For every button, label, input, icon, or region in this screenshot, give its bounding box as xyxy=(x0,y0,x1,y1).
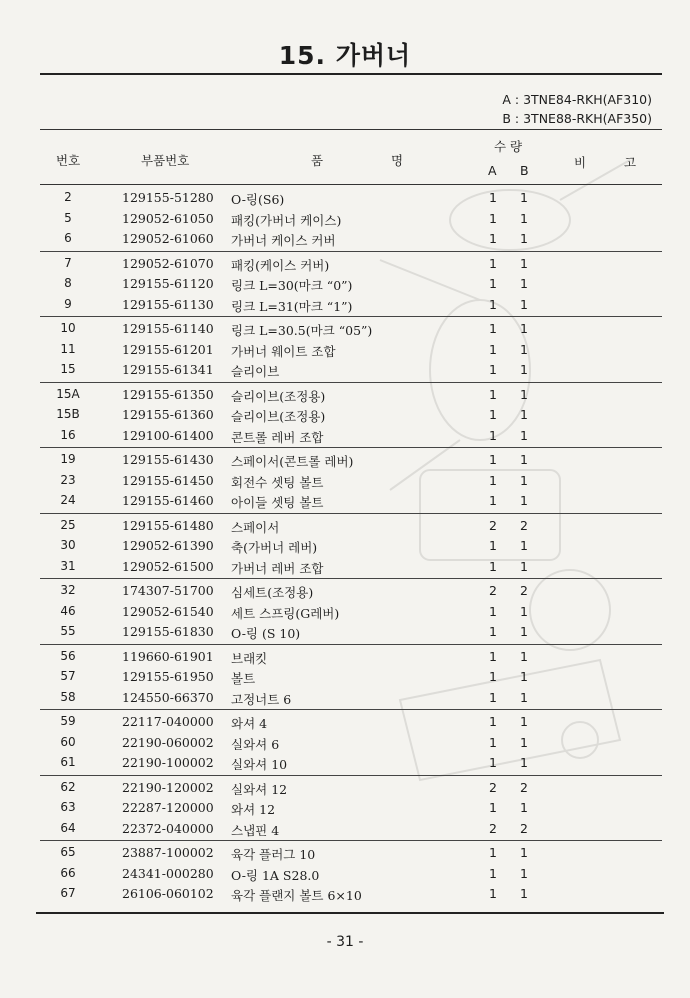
row-part-number: 119660-61901 xyxy=(122,648,214,664)
row-part-name: 슬리이브 xyxy=(231,364,280,379)
table-row xyxy=(0,624,690,644)
table-row xyxy=(0,452,690,472)
row-part-number: 23887-100002 xyxy=(122,845,214,860)
row-number: 63 xyxy=(60,800,76,814)
row-part-number: 129155-61460 xyxy=(122,493,214,508)
row-qty-b: 1 xyxy=(520,231,528,246)
header-name-char-2: 명 xyxy=(391,153,404,168)
table-row xyxy=(0,649,690,669)
row-part-name: 콘트롤 레버 조합 xyxy=(231,429,324,445)
row-qty-b: 1 xyxy=(520,452,528,467)
row-qty-b: 1 xyxy=(520,210,528,226)
row-part-number: 22117-040000 xyxy=(122,714,214,729)
row-number: 23 xyxy=(60,472,76,487)
group-divider xyxy=(40,447,662,448)
row-part-name: 실와셔 12 xyxy=(231,781,288,797)
row-qty-a: 1 xyxy=(489,886,497,901)
row-part-number: 129155-61120 xyxy=(122,276,214,291)
row-qty-b: 2 xyxy=(520,517,528,533)
row-qty-a: 1 xyxy=(489,603,497,619)
row-qty-b: 1 xyxy=(520,755,528,770)
table-row xyxy=(0,190,690,210)
row-qty-b: 1 xyxy=(520,714,528,729)
row-qty-a: 1 xyxy=(489,427,497,443)
row-part-name: 회전수 셋팅 볼트 xyxy=(231,474,324,490)
row-part-number: 124550-66370 xyxy=(122,689,214,705)
row-part-name: 가버너 레버 조합 xyxy=(231,560,324,576)
row-part-number: 129155-61430 xyxy=(122,452,214,467)
row-number: 56 xyxy=(60,648,76,663)
row-qty-b: 1 xyxy=(520,886,528,901)
row-number: 9 xyxy=(64,296,72,311)
row-part-number: 129155-61450 xyxy=(122,472,214,488)
row-number: 25 xyxy=(60,517,76,532)
row-part-name: 축(가버너 레버) xyxy=(231,540,318,555)
row-part-name: 육각 플러그 10 xyxy=(231,847,316,862)
row-qty-b: 1 xyxy=(520,689,528,705)
table-top-rule xyxy=(40,129,662,130)
row-qty-b: 1 xyxy=(520,362,528,377)
row-number: 24 xyxy=(60,493,76,507)
header-name-char-1: 품 xyxy=(311,153,324,168)
row-number: 30 xyxy=(60,538,76,552)
title-divider xyxy=(40,73,662,75)
table-row xyxy=(0,538,690,558)
row-qty-b: 2 xyxy=(520,583,528,598)
row-number: 58 xyxy=(60,689,76,704)
table-row xyxy=(0,800,690,820)
row-part-number: 22372-040000 xyxy=(122,820,214,836)
row-number: 64 xyxy=(60,820,76,835)
row-part-name: 심세트(조정용) xyxy=(231,585,314,600)
row-part-name: 아이들 셋팅 볼트 xyxy=(231,495,324,510)
row-part-name: 가버너 웨이트 조합 xyxy=(231,343,336,359)
row-number: 7 xyxy=(64,255,72,270)
row-part-number: 129155-61360 xyxy=(122,407,214,422)
row-qty-a: 1 xyxy=(489,558,497,574)
row-qty-b: 1 xyxy=(520,865,528,881)
row-part-name: O-링 (S 10) xyxy=(231,626,301,641)
header-remarks-char-1: 비 xyxy=(574,155,587,170)
row-qty-b: 1 xyxy=(520,538,528,553)
row-part-name: 실와셔 10 xyxy=(231,757,288,772)
table-row xyxy=(0,321,690,341)
row-part-name: 스페이서(콘트롤 레버) xyxy=(231,454,354,469)
row-qty-a: 1 xyxy=(489,493,497,508)
row-part-name: 와셔 12 xyxy=(231,802,276,817)
table-row xyxy=(0,211,690,231)
row-qty-a: 1 xyxy=(489,800,497,815)
row-qty-a: 2 xyxy=(489,820,497,836)
row-part-name: O-링(S6) xyxy=(231,192,285,207)
row-qty-b: 1 xyxy=(520,321,528,336)
row-qty-b: 1 xyxy=(520,296,528,312)
row-part-number: 24341-000280 xyxy=(122,865,214,881)
row-number: 67 xyxy=(60,886,76,900)
row-part-number: 129052-61390 xyxy=(122,538,214,553)
row-part-name: 스냅핀 4 xyxy=(231,822,280,838)
row-qty-b: 1 xyxy=(520,669,528,684)
row-number: 46 xyxy=(60,603,76,618)
table-row xyxy=(0,256,690,276)
row-qty-a: 2 xyxy=(489,517,497,533)
row-qty-b: 1 xyxy=(520,648,528,664)
table-row xyxy=(0,518,690,538)
row-qty-a: 1 xyxy=(489,276,497,291)
table-header-rule xyxy=(40,184,662,185)
row-qty-a: 1 xyxy=(489,231,497,246)
row-part-number: 129155-61130 xyxy=(122,296,214,312)
row-number: 62 xyxy=(60,779,76,794)
row-qty-a: 1 xyxy=(489,321,497,336)
group-divider xyxy=(40,840,662,841)
row-part-name: 슬리이브(조정용) xyxy=(231,409,326,424)
row-qty-b: 1 xyxy=(520,800,528,815)
group-divider xyxy=(40,316,662,317)
table-row xyxy=(0,866,690,886)
row-qty-b: 1 xyxy=(520,558,528,574)
row-part-number: 26106-060102 xyxy=(122,886,214,901)
header-remarks-char-2: 고 xyxy=(624,155,637,170)
table-row xyxy=(0,583,690,603)
row-part-name: 브래킷 xyxy=(231,650,268,666)
row-qty-b: 1 xyxy=(520,407,528,422)
row-part-number: 22287-120000 xyxy=(122,800,214,815)
group-divider xyxy=(40,709,662,710)
row-qty-a: 1 xyxy=(489,190,497,205)
row-part-name: 볼트 xyxy=(231,671,256,686)
group-divider xyxy=(40,513,662,514)
table-row xyxy=(0,297,690,317)
table-row xyxy=(0,886,690,906)
row-number: 31 xyxy=(60,558,76,573)
header-number: 번호 xyxy=(56,153,81,168)
row-part-number: 129155-61350 xyxy=(122,386,214,402)
row-number: 6 xyxy=(64,231,72,245)
row-qty-b: 1 xyxy=(520,386,528,402)
model-a-label: A : 3TNE84-RKH(AF310) xyxy=(502,92,652,107)
table-row xyxy=(0,362,690,382)
row-part-name: 실와셔 6 xyxy=(231,736,280,752)
row-part-name: 링크 L=31(마크 “1”) xyxy=(231,298,353,314)
row-part-number: 174307-51700 xyxy=(122,583,214,598)
row-part-number: 22190-100002 xyxy=(122,755,214,770)
row-part-number: 129052-61070 xyxy=(122,255,214,271)
row-qty-b: 1 xyxy=(520,190,528,205)
header-quantity: 수 량 xyxy=(494,139,523,154)
row-qty-a: 1 xyxy=(489,734,497,750)
row-qty-a: 1 xyxy=(489,362,497,377)
row-qty-a: 1 xyxy=(489,341,497,357)
row-part-number: 129155-61480 xyxy=(122,517,214,533)
table-row xyxy=(0,604,690,624)
row-qty-b: 1 xyxy=(520,276,528,291)
row-part-number: 129155-61341 xyxy=(122,362,214,377)
row-number: 59 xyxy=(60,714,76,728)
row-number: 32 xyxy=(60,583,76,597)
table-row xyxy=(0,669,690,689)
row-part-number: 129052-61540 xyxy=(122,603,214,619)
row-part-number: 22190-120002 xyxy=(122,779,214,795)
row-qty-a: 1 xyxy=(489,386,497,402)
row-part-name: 링크 L=30(마크 “0”) xyxy=(231,278,353,293)
row-part-number: 129052-61060 xyxy=(122,231,214,246)
row-qty-a: 1 xyxy=(489,865,497,881)
table-row xyxy=(0,493,690,513)
table-row xyxy=(0,342,690,362)
row-number: 55 xyxy=(60,624,76,638)
row-qty-b: 1 xyxy=(520,493,528,508)
row-part-name: 육각 플랜지 볼트 6×10 xyxy=(231,888,362,903)
header-part-number: 부품번호 xyxy=(141,153,190,168)
row-part-number: 129052-61500 xyxy=(122,558,214,574)
row-part-number: 129100-61400 xyxy=(122,427,214,443)
group-divider xyxy=(40,644,662,645)
row-number: 65 xyxy=(60,845,76,859)
table-row xyxy=(0,276,690,296)
page-title: 15. 가버너 xyxy=(278,41,412,70)
row-part-number: 129155-61140 xyxy=(122,321,214,336)
row-part-name: O-링 1A S28.0 xyxy=(231,867,320,883)
row-number: 57 xyxy=(60,669,76,683)
row-part-name: 스페이서 xyxy=(231,519,280,535)
row-part-name: 가버너 케이스 커버 xyxy=(231,233,336,248)
row-qty-a: 1 xyxy=(489,689,497,705)
header-col-a: A xyxy=(488,163,497,178)
row-number: 61 xyxy=(60,755,76,769)
row-qty-a: 1 xyxy=(489,669,497,684)
row-qty-a: 1 xyxy=(489,845,497,860)
row-qty-b: 2 xyxy=(520,820,528,836)
row-qty-b: 1 xyxy=(520,255,528,271)
row-qty-a: 2 xyxy=(489,583,497,598)
row-qty-a: 1 xyxy=(489,210,497,226)
table-row xyxy=(0,559,690,579)
row-number: 10 xyxy=(60,321,76,335)
row-number: 8 xyxy=(64,276,72,290)
table-bottom-rule xyxy=(36,912,664,914)
row-part-name: 슬리이브(조정용) xyxy=(231,388,326,404)
row-qty-b: 1 xyxy=(520,624,528,639)
row-qty-a: 1 xyxy=(489,407,497,422)
row-qty-a: 1 xyxy=(489,714,497,729)
row-part-name: 패킹(가버너 케이스) xyxy=(231,212,342,228)
table-row xyxy=(0,428,690,448)
row-part-name: 패킹(케이스 커버) xyxy=(231,257,330,273)
table-row xyxy=(0,231,690,251)
page-number: - 31 - xyxy=(326,934,364,950)
model-legend xyxy=(502,90,652,128)
row-number: 11 xyxy=(60,341,76,356)
row-qty-a: 1 xyxy=(489,755,497,770)
row-part-name: 고정너트 6 xyxy=(231,691,292,707)
table-row xyxy=(0,387,690,407)
row-number: 16 xyxy=(60,427,76,442)
row-part-number: 22190-060002 xyxy=(122,734,214,750)
row-qty-a: 1 xyxy=(489,255,497,271)
group-divider xyxy=(40,382,662,383)
row-number: 66 xyxy=(60,865,76,880)
row-part-name: 링크 L=30.5(마크 “05”) xyxy=(231,323,373,338)
table-row xyxy=(0,690,690,710)
row-number: 60 xyxy=(60,734,76,749)
row-qty-b: 1 xyxy=(520,427,528,443)
table-row xyxy=(0,780,690,800)
group-divider xyxy=(40,251,662,252)
row-part-number: 129155-61950 xyxy=(122,669,214,684)
table-row xyxy=(0,735,690,755)
row-number: 19 xyxy=(60,452,76,466)
table-row xyxy=(0,821,690,841)
row-number: 5 xyxy=(64,210,72,225)
table-row xyxy=(0,755,690,775)
row-number: 2 xyxy=(64,190,72,204)
table-row xyxy=(0,714,690,734)
group-divider xyxy=(40,578,662,579)
row-qty-b: 1 xyxy=(520,603,528,619)
row-qty-b: 2 xyxy=(520,779,528,795)
row-part-number: 129052-61050 xyxy=(122,210,214,226)
row-qty-a: 1 xyxy=(489,648,497,664)
row-part-number: 129155-61201 xyxy=(122,341,214,357)
row-part-number: 129155-61830 xyxy=(122,624,214,639)
group-divider xyxy=(40,775,662,776)
row-number: 15B xyxy=(56,407,80,421)
row-qty-a: 1 xyxy=(489,472,497,488)
row-qty-a: 1 xyxy=(489,296,497,312)
row-qty-a: 1 xyxy=(489,452,497,467)
row-qty-b: 1 xyxy=(520,472,528,488)
row-qty-b: 1 xyxy=(520,845,528,860)
row-part-name: 와셔 4 xyxy=(231,716,268,731)
table-row xyxy=(0,845,690,865)
header-col-b: B xyxy=(520,163,529,178)
row-qty-a: 1 xyxy=(489,538,497,553)
row-number: 15A xyxy=(56,386,80,401)
table-row xyxy=(0,407,690,427)
row-qty-a: 2 xyxy=(489,779,497,795)
row-part-number: 129155-51280 xyxy=(122,190,214,205)
row-qty-a: 1 xyxy=(489,624,497,639)
row-qty-b: 1 xyxy=(520,734,528,750)
row-part-name: 세트 스프링(G레버) xyxy=(231,605,340,621)
table-row xyxy=(0,473,690,493)
row-qty-b: 1 xyxy=(520,341,528,357)
row-number: 15 xyxy=(60,362,76,376)
model-b-label: B : 3TNE88-RKH(AF350) xyxy=(502,111,652,126)
